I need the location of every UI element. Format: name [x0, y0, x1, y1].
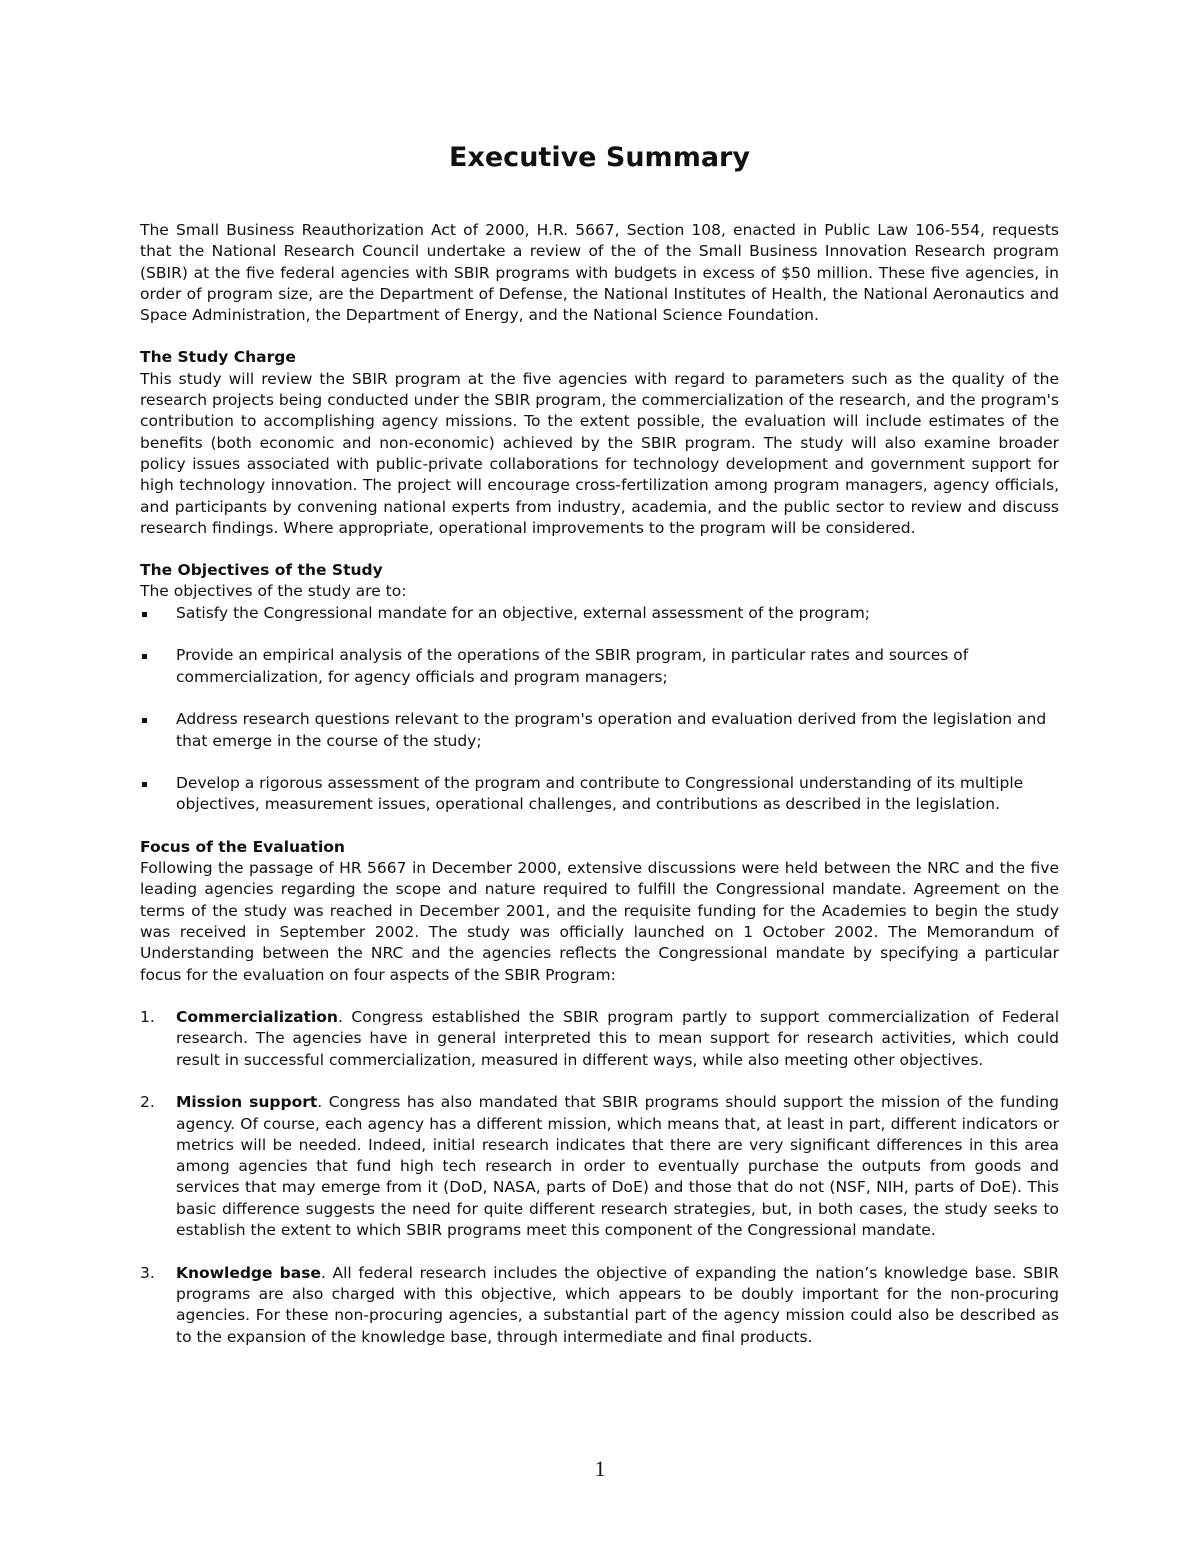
item-term: Commercialization [176, 1008, 338, 1027]
page-title: Executive Summary [449, 142, 750, 173]
objectives-section [140, 560, 1059, 816]
bullet-square-icon [142, 654, 147, 659]
objective-text: Satisfy the Congressional mandate for an objective, external assessment of the program; [176, 603, 871, 622]
objective-text: Provide an empirical analysis of the operations of the SBIR program, in particular rates and sources of commercialization, for agency officials and program managers; [176, 646, 969, 686]
study-charge-section [140, 347, 1059, 539]
document-page [140, 140, 1059, 1348]
item-text: . Congress established the SBIR program partly to support commercialization of Federal research. The agencies have in general interpreted this to mean support for research activities, which could result in successful commercialization, measured in different ways, while also meeting other objectives. [176, 1008, 1059, 1069]
study-charge-paragraph: This study will review the SBIR program at the five agencies with regard to parameters such as the quality of the research projects being conducted under the SBIR program, the commercialization of the research, and the program's contribution to accomplishing agency missions. To the extent possible, the evaluation will include estimates of the benefits (both economic and non-economic) achieved by the SBIR program. The study will also examine broader policy issues associated with public-private collaborations for technology development and government support for high technology innovation. The project will encourage cross-fertilization among program managers, agency officials, and participants by convening national experts from industry, academia, and the public sector to review and discuss research findings. Where appropriate, operational improvements to the program will be considered. [140, 369, 1059, 537]
objectives-list [140, 603, 1059, 816]
list-item [140, 1092, 1059, 1241]
list-item [140, 1263, 1059, 1348]
focus-paragraph: Following the passage of HR 5667 in December 2000, extensive discussions were held between the NRC and the five leading agencies regarding the scope and nature required to fulfill the Congressional mandate. Agreement on the terms of the study was reached in December 2001, and the requisite funding for the Academies to begin the study was received in September 2002. The study was officially launched on 1 October 2002. The Memorandum of Understanding between the NRC and the agencies reflects the Congressional mandate by specifying a particular focus for the evaluation on four aspects of the SBIR Program: [140, 859, 1059, 984]
objective-text: Address research questions relevant to the program's operation and evaluation derived from the legislation and that emerge in the course of the study; [176, 710, 1047, 750]
item-term: Knowledge base [176, 1263, 321, 1282]
focus-section [140, 837, 1059, 1348]
page-number: 1 [594, 1456, 606, 1481]
list-item [140, 1007, 1059, 1071]
intro-paragraph: The Small Business Reauthorization Act of 2000, H.R. 5667, Section 108, enacted in Public Law 106-554, requests that the National Research Council undertake a review of the of the Small Business Innovation Research program (SBIR) at the five federal agencies with SBIR programs with budgets in excess of $50 million. These five agencies, in order of program size, are the Department of Defense, the National Institutes of Health, the National Aeronautics and Space Administration, the Department of Energy, and the National Science Foundation. [140, 221, 1059, 325]
item-number: 1. [140, 1008, 155, 1027]
list-item [140, 709, 1059, 752]
item-term: Mission support [176, 1093, 318, 1112]
list-item [140, 645, 1059, 688]
objectives-intro: The objectives of the study are to: [140, 582, 407, 601]
bullet-square-icon [142, 782, 147, 787]
focus-heading: Focus of the Evaluation [140, 837, 345, 856]
bullet-square-icon [142, 718, 147, 723]
item-number: 2. [140, 1093, 155, 1112]
item-text: . All federal research includes the objective of expanding the nation’s knowledge base. SBIR programs are also charged with this objective, which appears to be doubly important for the non-procuring agencies. For these non-procuring agencies, a substantial part of the agency mission could also be described as to the expansion of the knowledge base, through intermediate and final products. [176, 1263, 1060, 1346]
study-charge-heading: The Study Charge [140, 348, 296, 367]
bullet-square-icon [142, 612, 147, 617]
list-item [140, 773, 1059, 816]
item-text: . Congress has also mandated that SBIR programs should support the mission of the funding agency. Of course, each agency has a different mission, which means that, at least in part, different indicators or metrics will be needed. Indeed, initial research indicates that there are very significant differences in this area among agencies that fund high tech research in order to eventually purchase the outputs from goods and services that may emerge from it (DoD, NASA, parts of DoE) and those that do not (NSF, NIH, parts of DoE). This basic difference suggests the need for quite different research strategies, but, in both cases, the study seeks to establish the extent to which SBIR programs meet this component of the Congressional mandate. [176, 1093, 1059, 1240]
item-number: 3. [140, 1263, 155, 1282]
objectives-heading: The Objectives of the Study [140, 561, 383, 580]
list-item [140, 603, 1059, 624]
objective-text: Develop a rigorous assessment of the program and contribute to Congressional understanding of its multiple objectives, measurement issues, operational challenges, and contributions as described in the legislation. [176, 774, 1024, 814]
focus-list [140, 1007, 1059, 1348]
